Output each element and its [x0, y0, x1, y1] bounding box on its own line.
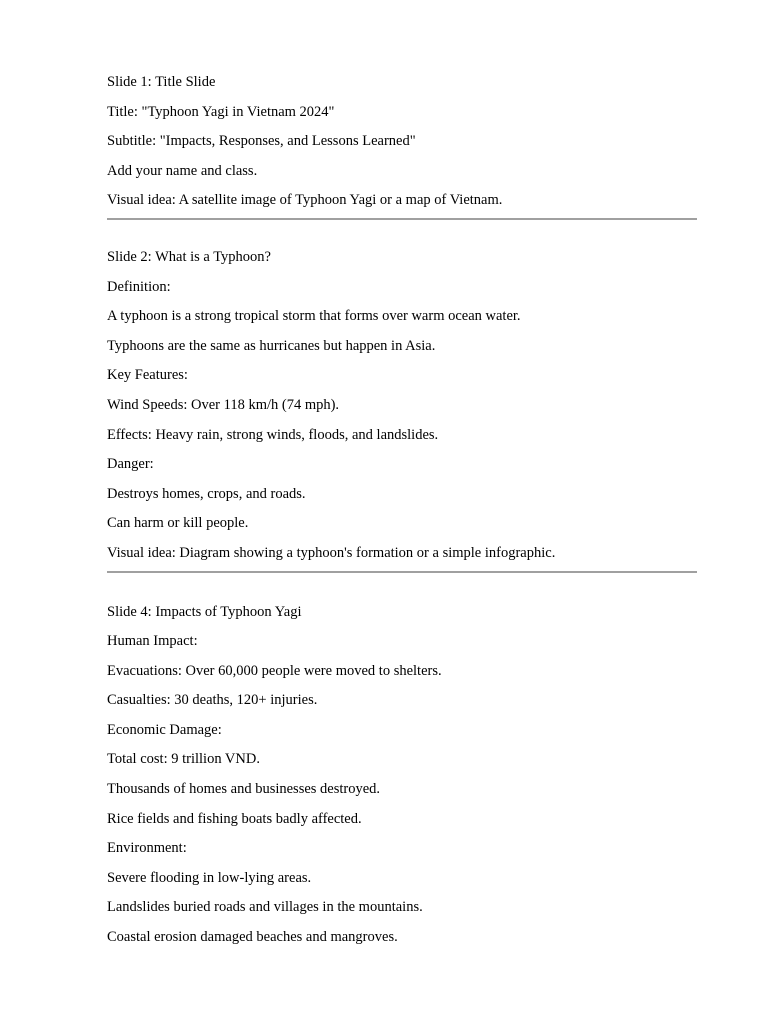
homes-destroyed-line: Thousands of homes and businesses destroyed.	[107, 781, 381, 798]
total-cost-line: Total cost: 9 trillion VND.	[107, 751, 260, 768]
rice-fields-line: Rice fields and fishing boats badly affected.	[107, 810, 362, 827]
section-divider	[107, 571, 697, 573]
key-features-label: Key Features:	[107, 367, 188, 384]
definition-label: Definition:	[107, 278, 171, 295]
coastal-erosion-line: Coastal erosion damaged beaches and mangroves.	[107, 929, 398, 946]
evacuations-line: Evacuations: Over 60,000 people were moved to shelters.	[107, 662, 442, 679]
landslides-line: Landslides buried roads and villages in the mountains.	[107, 899, 423, 916]
environment-label: Environment:	[107, 840, 187, 857]
slide-2-heading: Slide 2: What is a Typhoon?	[107, 248, 271, 265]
danger-text-2: Can harm or kill people.	[107, 515, 249, 532]
definition-text-1: A typhoon is a strong tropical storm that forms over warm ocean water.	[107, 308, 521, 325]
danger-text-1: Destroys homes, crops, and roads.	[107, 485, 306, 502]
definition-text-2: Typhoons are the same as hurricanes but happen in Asia.	[107, 337, 436, 354]
human-impact-label: Human Impact:	[107, 633, 198, 650]
flooding-line: Severe flooding in low-lying areas.	[107, 869, 312, 886]
slide-4-heading: Slide 4: Impacts of Typhoon Yagi	[107, 603, 302, 620]
economic-damage-label: Economic Damage:	[107, 721, 222, 738]
slide-1-name-class-line: Add your name and class.	[107, 162, 258, 179]
slide-2-section	[107, 243, 697, 569]
wind-speeds-line: Wind Speeds: Over 118 km/h (74 mph).	[107, 396, 340, 413]
section-divider	[107, 218, 697, 220]
slide-1-visual-idea: Visual idea: A satellite image of Typhoon Yagi or a map of Vietnam.	[107, 192, 503, 209]
casualties-line: Casualties: 30 deaths, 120+ injuries.	[107, 692, 318, 709]
slide-1-subtitle-line: Subtitle: "Impacts, Responses, and Lessons Learned"	[107, 133, 416, 150]
danger-label: Danger:	[107, 456, 154, 473]
slide-2-visual-idea: Visual idea: Diagram showing a typhoon's formation or a simple infographic.	[107, 544, 556, 561]
slide-1-title-line: Title: "Typhoon Yagi in Vietnam 2024"	[107, 103, 335, 120]
slide-4-section	[107, 598, 697, 953]
document-page	[107, 68, 697, 953]
slide-1-section	[107, 68, 697, 216]
slide-1-heading: Slide 1: Title Slide	[107, 74, 216, 90]
effects-line: Effects: Heavy rain, strong winds, floods, and landslides.	[107, 426, 439, 443]
